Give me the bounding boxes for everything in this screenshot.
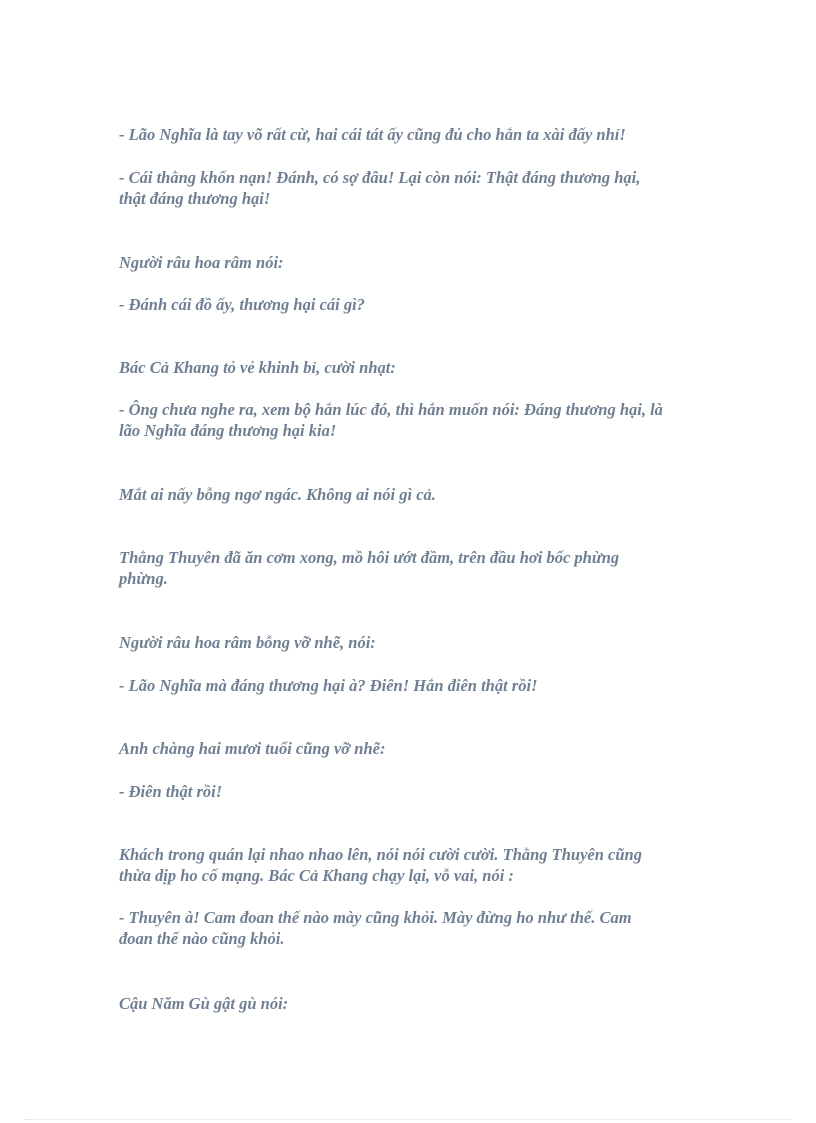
text-line: lão Nghĩa đáng thương hại kia!	[119, 421, 337, 440]
paragraph	[119, 781, 709, 802]
text-line: - Cái thằng khốn nạn! Đánh, có sợ đâu! Lại còn nói: Thật đáng thương hại,	[119, 168, 641, 187]
paragraph	[119, 357, 709, 378]
text-line: đoan thế nào cũng khỏi.	[119, 929, 285, 948]
text-line: thừa dịp ho cố mạng. Bác Cả Khang chạy lại, vỗ vai, nói :	[119, 866, 514, 885]
text-line: - Thuyên à! Cam đoan thế nào mày cũng khỏi. Mày đừng ho như thế. Cam	[119, 908, 632, 927]
text-line: - Ông chưa nghe ra, xem bộ hắn lúc đó, thì hắn muốn nói: Đáng thương hại, là	[119, 400, 663, 419]
text-line: Bác Cả Khang tỏ vẻ khinh bỉ, cười nhạt:	[119, 358, 396, 377]
paragraph	[119, 547, 709, 589]
text-line: Cậu Năm Gù gật gù nói:	[119, 994, 289, 1013]
text-line: phừng.	[119, 569, 168, 588]
paragraph	[119, 844, 709, 886]
text-line: Thằng Thuyên đã ăn cơm xong, mồ hôi ướt đầm, trên đầu hơi bốc phừng	[119, 548, 620, 567]
text-line: thật đáng thương hại!	[119, 189, 271, 208]
page-bottom-rule	[24, 1119, 792, 1120]
paragraph	[119, 399, 709, 441]
paragraph	[119, 907, 709, 949]
paragraph	[119, 167, 709, 209]
paragraph	[119, 294, 709, 315]
paragraph	[119, 632, 709, 653]
text-line: - Đánh cái đồ ấy, thương hại cái gì?	[119, 295, 365, 314]
paragraph	[119, 124, 709, 145]
text-line: - Lão Nghĩa là tay võ rất cừ, hai cái tát ấy cũng đủ cho hắn ta xài đấy nhỉ!	[119, 125, 626, 144]
text-line: Người râu hoa râm nói:	[119, 253, 284, 272]
text-line: Khách trong quán lại nhao nhao lên, nói nói cười cười. Thằng Thuyên cũng	[119, 845, 642, 864]
paragraph	[119, 675, 709, 696]
text-line: Mắt ai nấy bỗng ngơ ngác. Không ai nói gì cả.	[119, 485, 436, 504]
paragraph	[119, 993, 709, 1014]
paragraph	[119, 252, 709, 273]
text-line: - Lão Nghĩa mà đáng thương hại à? Điên! Hắn điên thật rồi!	[119, 676, 538, 695]
paragraph	[119, 484, 709, 505]
text-line: Anh chàng hai mươi tuổi cũng vỡ nhẽ:	[119, 739, 386, 758]
paragraph	[119, 738, 709, 759]
text-line: Người râu hoa râm bỗng vỡ nhẽ, nói:	[119, 633, 376, 652]
text-line: - Điên thật rồi!	[119, 782, 223, 801]
